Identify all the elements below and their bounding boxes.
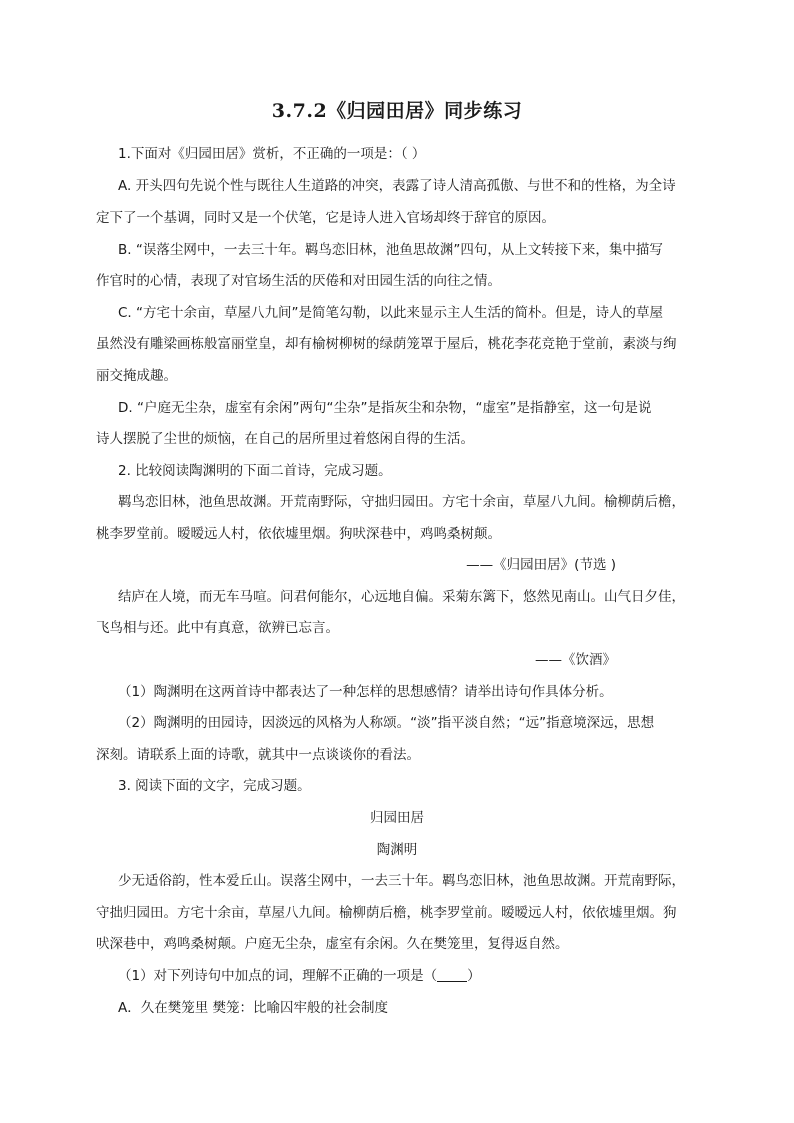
q3-poem-line1: 少无适俗韵，性本爱丘山。误落尘网中，一去三十年。羁鸟恋旧林，池鱼思故渊。开荒南野际， <box>118 873 685 889</box>
page-title: 3.7.2《归园田居》同步练习 <box>271 100 523 122</box>
q2-poem1-line1: 羁鸟恋旧林，池鱼思故渊。开荒南野际，守拙归园田。方宅十余亩，草屋八九间。榆柳荫后檐， <box>118 494 685 510</box>
q2-poem2-line2: 飞鸟相与还。此中有真意，欲辨已忘言。 <box>96 620 339 636</box>
answer-blank <box>437 967 467 982</box>
q3-option-a: A．久在樊笼里 樊笼：比喻囚牢般的社会制度 <box>118 1000 389 1016</box>
q1-option-a-line2: 定下了一个基调，同时又是一个伏笔，它是诗人进入官场却终于辞官的原因。 <box>96 210 555 226</box>
question-3-stem: 3. 阅读下面的文字，完成习题。 <box>118 778 311 794</box>
q1-option-b-line2: 作官时的心情，表现了对官场生活的厌倦和对田园生活的向往之情。 <box>96 273 501 289</box>
q3-poem-line3: 吠深巷中，鸡鸣桑树颠。户庭无尘杂，虚室有余闲。久在樊笼里，复得返自然。 <box>96 936 569 952</box>
q1-option-d-line2: 诗人摆脱了尘世的烦恼，在自己的居所里过着悠闲自得的生活。 <box>96 431 474 447</box>
q3-sub-question-1-close: ） <box>467 968 481 984</box>
question-2-stem: 2. 比较阅读陶渊明的下面二首诗，完成习题。 <box>118 463 392 479</box>
q1-option-a-line1: A. 开头四句先说个性与既往人生道路的冲突，表露了诗人清高孤傲、与世不和的性格，为全诗 <box>118 178 676 194</box>
q2-poem1-line2: 桃李罗堂前。暧暧远人村，依依墟里烟。狗吠深巷中，鸡鸣桑树颠。 <box>96 526 501 542</box>
q2-sub-question-2-line1: （2）陶渊明的田园诗，因淡远的风格为人称颂。“淡”指平淡自然；“远”指意境深远，思想 <box>118 715 655 731</box>
question-1-stem: 1.下面对《归园田居》赏析，不正确的一项是：（ ） <box>118 146 426 162</box>
q2-poem1-source: ——《归园田居》(节选 ) <box>466 557 616 573</box>
q1-option-c-line2: 虽然没有雕梁画栋般富丽堂皇，却有榆树柳树的绿荫笼罩于屋后，桃花李花竞艳于堂前，素淡与绚 <box>96 336 677 352</box>
q1-option-c-line1: C. “方宅十余亩，草屋八九间”是简笔勾勒，以此来显示主人生活的简朴。但是，诗人的草屋 <box>118 305 663 321</box>
q1-option-b-line1: B. “误落尘网中，一去三十年。羁鸟恋旧林，池鱼思故渊”四句，从上文转接下来，集中描写 <box>118 242 663 258</box>
q2-sub-question-1: （1）陶渊明在这两首诗中都表达了一种怎样的思想感情？请举出诗句作具体分析。 <box>118 684 613 700</box>
q1-option-c-line3: 丽交掩成趣。 <box>96 368 177 384</box>
q3-poem-title: 归园田居 <box>370 810 424 826</box>
q3-poem-line2: 守拙归园田。方宅十余亩，草屋八九间。榆柳荫后檐，桃李罗堂前。暧暧远人村，依依墟里烟。狗 <box>96 905 677 921</box>
q2-poem2-line1: 结庐在人境，而无车马喧。问君何能尔，心远地自偏。采菊东篱下，悠然见南山。山气日夕佳， <box>118 589 685 605</box>
q3-sub-question-1 <box>118 966 700 986</box>
q1-option-d-line1: D. “户庭无尘杂，虚室有余闲”两句“尘杂”是指灰尘和杂物，“虚室”是指静室，这一句是说 <box>118 400 652 416</box>
q2-sub-question-2-line2: 深刻。请联系上面的诗歌，就其中一点谈谈你的看法。 <box>96 747 420 763</box>
q3-sub-question-1-text: （1）对下列诗句中加点的词，理解不正确的一项是（ <box>118 968 438 984</box>
q3-poem-author: 陶渊明 <box>376 842 418 858</box>
q2-poem2-source: ——《饮酒》 <box>535 652 616 668</box>
